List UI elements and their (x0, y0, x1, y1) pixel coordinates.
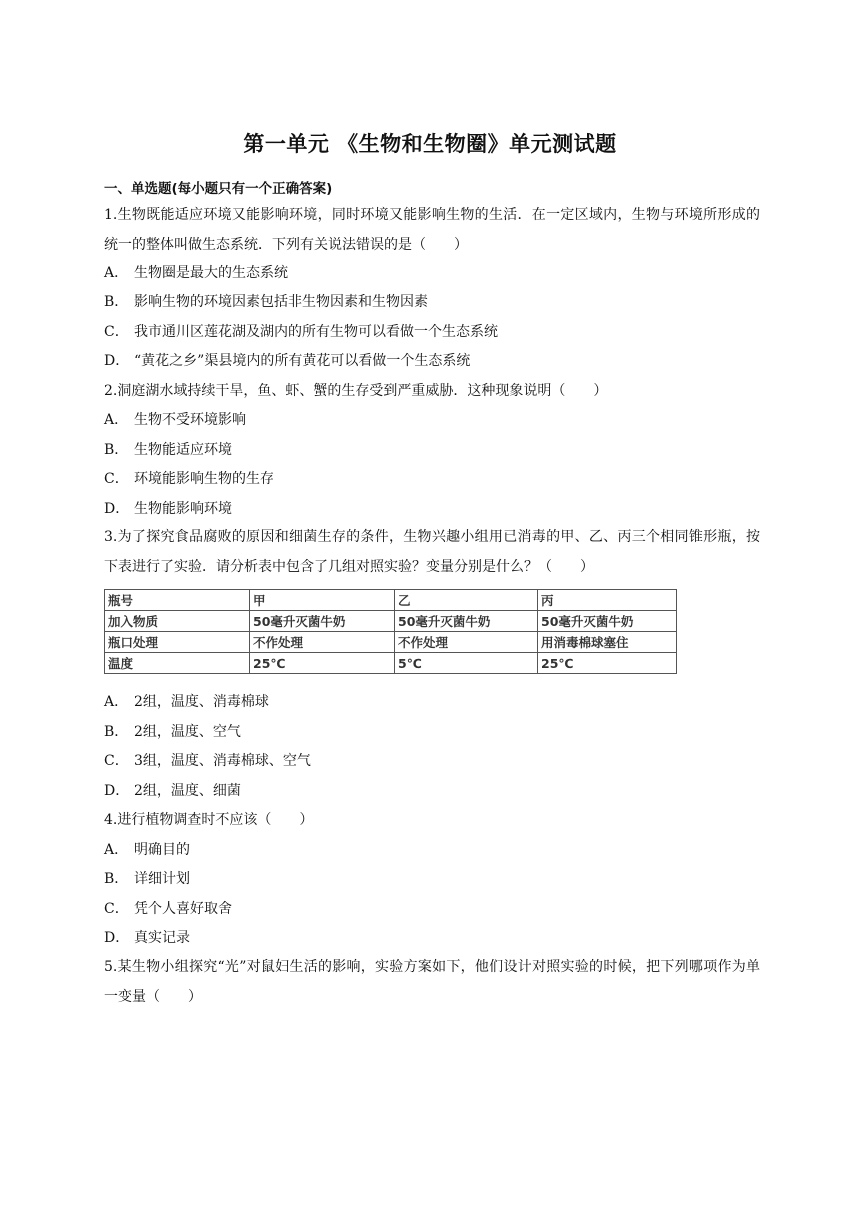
table-cell: 甲 (250, 590, 395, 611)
option-text: 生物圈是最大的生态系统 (134, 265, 288, 281)
question-4-option-b (104, 869, 190, 889)
option-letter: A． (104, 265, 129, 281)
question-3-option-a (104, 692, 269, 712)
option-text: 2组，温度、细菌 (134, 783, 241, 799)
table-cell: 25℃ (538, 653, 677, 674)
table-row (105, 611, 677, 632)
question-2-option-c (104, 469, 274, 489)
option-letter: A． (104, 412, 129, 428)
question-1-option-b (104, 292, 428, 312)
question-3-option-c (104, 751, 311, 771)
option-letter: B． (104, 724, 129, 740)
option-letter: C． (104, 471, 129, 487)
option-letter: D． (104, 930, 130, 946)
page-title: 第一单元 《生物和生物圈》单元测试题 (243, 132, 617, 156)
question-2-option-b (104, 440, 232, 460)
table-cell: 瓶口处理 (105, 632, 250, 653)
question-4-option-a (104, 840, 190, 860)
option-text: 凭个人喜好取舍 (134, 901, 232, 917)
section-heading: 一、单选题(每小题只有一个正确答案) (104, 181, 333, 197)
question-4-option-d (104, 928, 190, 948)
question-1-option-c (104, 322, 498, 342)
option-text: 影响生物的环境因素包括非生物因素和生物因素 (134, 294, 428, 310)
table-cell: 瓶号 (105, 590, 250, 611)
table-cell: 加入物质 (105, 611, 250, 632)
question-4-stem: 4.进行植物调查时不应该（ ） (104, 812, 314, 828)
question-5-stem: 5.某生物小组探究“光”对鼠妇生活的影响，实验方案如下，他们设计对照实验的时候，把下列哪项作为单一变量（ ） (104, 959, 760, 1005)
option-text: 明确目的 (134, 842, 190, 858)
option-letter: B． (104, 442, 129, 458)
table-cell: 50毫升灭菌牛奶 (250, 611, 395, 632)
option-letter: B． (104, 871, 129, 887)
table-cell: 乙 (395, 590, 538, 611)
table-cell: 温度 (105, 653, 250, 674)
table-cell: 5℃ (395, 653, 538, 674)
question-2-option-d (104, 499, 232, 519)
table-cell: 丙 (538, 590, 677, 611)
option-text: “黄花之乡”渠县境内的所有黄花可以看做一个生态系统 (134, 353, 471, 369)
table-cell: 用消毒棉球塞住 (538, 632, 677, 653)
table-row (105, 632, 677, 653)
option-letter: D． (104, 353, 130, 369)
option-letter: B． (104, 294, 129, 310)
question-2-option-a (104, 410, 246, 430)
table-row (105, 590, 677, 611)
option-letter: C． (104, 324, 129, 340)
table-cell: 不作处理 (250, 632, 395, 653)
question-2-stem: 2.洞庭湖水域持续干旱，鱼、虾、蟹的生存受到严重威胁．这种现象说明（ ） (104, 383, 608, 399)
option-letter: D． (104, 501, 130, 517)
option-text: 生物能影响环境 (134, 501, 232, 517)
question-1-option-d (104, 351, 470, 371)
question-1-stem: 1.生物既能适应环境又能影响环境，同时环境又能影响生物的生活．在一定区域内，生物与环境所形成的统一的整体叫做生态系统．下列有关说法错误的是（ ） (104, 207, 760, 253)
option-letter: C． (104, 901, 129, 917)
question-3-stem: 3.为了探究食品腐败的原因和细菌生存的条件，生物兴趣小组用已消毒的甲、乙、丙三个相同锥形瓶，按下表进行了实验．请分析表中包含了几组对照实验？变量分别是什么？（ ） (104, 529, 760, 575)
option-text: 我市通川区莲花湖及湖内的所有生物可以看做一个生态系统 (134, 324, 498, 340)
option-text: 生物不受环境影响 (134, 412, 246, 428)
question-1-option-a (104, 263, 288, 283)
option-letter: A． (104, 842, 129, 858)
option-letter: C． (104, 753, 129, 769)
option-text: 真实记录 (134, 930, 190, 946)
table-cell: 25℃ (250, 653, 395, 674)
table-cell: 50毫升灭菌牛奶 (538, 611, 677, 632)
option-text: 3组，温度、消毒棉球、空气 (134, 753, 311, 769)
experiment-table (104, 589, 677, 674)
table-cell: 不作处理 (395, 632, 538, 653)
option-text: 生物能适应环境 (134, 442, 232, 458)
option-letter: A． (104, 694, 129, 710)
question-3-option-d (104, 781, 241, 801)
question-3-option-b (104, 722, 241, 742)
option-text: 详细计划 (134, 871, 190, 887)
option-text: 2组，温度、空气 (134, 724, 241, 740)
option-letter: D． (104, 783, 130, 799)
table-row (105, 653, 677, 674)
table-cell: 50毫升灭菌牛奶 (395, 611, 538, 632)
option-text: 环境能影响生物的生存 (134, 471, 274, 487)
question-4-option-c (104, 899, 232, 919)
option-text: 2组，温度、消毒棉球 (134, 694, 269, 710)
